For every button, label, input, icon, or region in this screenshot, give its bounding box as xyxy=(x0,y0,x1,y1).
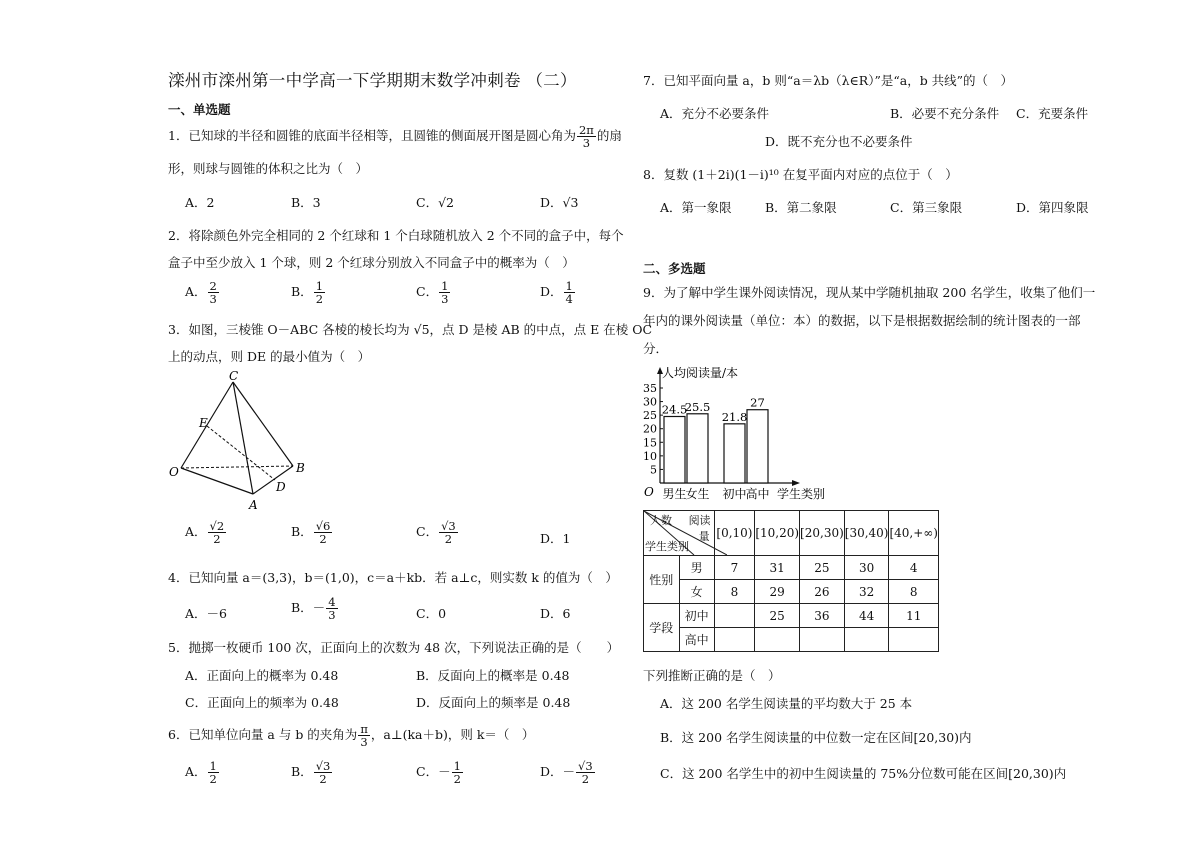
y-tick-label: 5 xyxy=(650,463,657,477)
question-6: 6．已知单位向量 a 与 b 的夹角为 $\frac{\pi}{3}$ ，a⊥(ka＋b)，则 k＝（ ） xyxy=(168,722,535,750)
q1-text-b: 的扇 xyxy=(596,128,622,144)
table-cell xyxy=(889,628,939,652)
q6-option-a[interactable]: A． $\frac{1}{2}$ xyxy=(185,759,217,787)
table-cell: 36 xyxy=(800,604,845,628)
question-2-line1: 2．将除颜色外完全相同的 2 个红球和 1 个白球随机放入 2 个不同的盒子中，每个 xyxy=(168,228,624,243)
section-single-choice: 一、单选题 xyxy=(168,102,231,117)
table-header: [20,30) xyxy=(800,511,845,556)
q5-option-b[interactable]: B．反面向上的概率是 0.48 xyxy=(416,668,570,683)
q1-fraction: $\frac{2\pi}{3}$ xyxy=(578,123,594,151)
question-5: 5．抛掷一枚硬币 100 次，正面向上的次数为 48 次，下列说法正确的是（ ） xyxy=(168,640,620,655)
q4-option-c[interactable]: C．0 xyxy=(416,606,447,621)
reading-data-table xyxy=(643,510,939,652)
label-a: A xyxy=(249,498,258,512)
q4-option-a[interactable]: A．－6 xyxy=(185,606,227,621)
bar-value-label: 27 xyxy=(750,395,765,410)
q8-option-a[interactable]: A．第一象限 xyxy=(660,200,732,215)
question-7: 7．已知平面向量 a，b 则“a＝λb（λ∈R）”是“a，b 共线”的（ ） xyxy=(643,73,1014,88)
q1-option-d[interactable]: D．√3 xyxy=(540,195,579,210)
corner-people: 人数 xyxy=(650,514,672,527)
table-cell: 4 xyxy=(889,556,939,580)
table-header: [0,10) xyxy=(714,511,755,556)
question-3-line1: 3．如图，三棱锥 O－ABC 各棱的棱长均为 √5，点 D 是棱 AB 的中点，点 E 在棱 OC xyxy=(168,322,653,337)
row-label: 女 xyxy=(679,580,714,604)
q3-option-d[interactable]: D．1 xyxy=(540,531,571,546)
table-cell xyxy=(714,628,755,652)
q6-option-d[interactable]: D．－ $\frac{√3}{2}$ xyxy=(540,759,593,787)
table-corner-cell xyxy=(644,511,715,556)
q1-option-c[interactable]: C．√2 xyxy=(416,195,454,210)
page-title: 滦州市滦州第一中学高一下学期期末数学冲刺卷 （二） xyxy=(168,71,577,90)
table-cell: 44 xyxy=(844,604,889,628)
q1-option-a[interactable]: A．2 xyxy=(185,195,215,210)
table-cell: 32 xyxy=(844,580,889,604)
table-cell: 30 xyxy=(844,556,889,580)
q9-option-a[interactable]: A．这 200 名学生阅读量的平均数大于 25 本 xyxy=(660,696,913,711)
q5-option-d[interactable]: D．反面向上的频率是 0.48 xyxy=(416,695,571,710)
x-axis-arrow xyxy=(792,480,800,486)
corner-reading: 阅读 xyxy=(688,514,711,527)
category-label: 初中 xyxy=(722,487,747,501)
table-cell: 7 xyxy=(714,556,755,580)
group-gender: 性别 xyxy=(644,556,680,604)
y-tick-label: 10 xyxy=(643,449,657,463)
table-cell: 8 xyxy=(889,580,939,604)
q6-fraction: $\frac{\pi}{3}$ xyxy=(360,722,368,750)
y-tick-label: 15 xyxy=(643,436,657,450)
q3-option-a[interactable]: A． $\frac{√2}{2}$ xyxy=(185,519,225,547)
corner-amount: 量 xyxy=(698,530,710,543)
category-label: 女生 xyxy=(685,487,710,501)
row-label: 男 xyxy=(679,556,714,580)
tetrahedron-figure xyxy=(165,370,315,515)
table-row xyxy=(644,556,939,580)
question-9-line3: 分． xyxy=(643,341,669,356)
q2-option-c[interactable]: C． $\frac{1}{3}$ xyxy=(416,279,449,307)
bar-value-label: 21.8 xyxy=(721,409,748,424)
q8-option-c[interactable]: C．第三象限 xyxy=(890,200,963,215)
q4-option-d[interactable]: D．6 xyxy=(540,606,571,621)
label-b: B xyxy=(296,461,305,475)
q9-option-c[interactable]: C．这 200 名学生中的初中生阅读量的 75%分位数可能在区间[20,30)内 xyxy=(660,766,1067,781)
table-cell: 31 xyxy=(755,556,800,580)
q3-option-c[interactable]: C． $\frac{√3}{2}$ xyxy=(416,519,456,547)
q6-option-b[interactable]: B． $\frac{√3}{2}$ xyxy=(291,759,331,787)
bar-value-label: 25.5 xyxy=(684,399,711,414)
table-row xyxy=(644,604,939,628)
bar xyxy=(724,424,745,483)
q2-option-d[interactable]: D． $\frac{1}{4}$ xyxy=(540,279,573,307)
question-9-line1: 9．为了解中学生课外阅读情况，现从某中学随机抽取 200 名学生，收集了他们一 xyxy=(643,285,1096,300)
question-3-line2: 上的动点，则 DE 的最小值为（ ） xyxy=(168,349,371,364)
table-row xyxy=(644,628,939,652)
origin-label: O xyxy=(644,485,654,499)
group-stage: 学段 xyxy=(644,604,680,652)
table-cell xyxy=(800,628,845,652)
y-tick-label: 25 xyxy=(643,409,657,423)
bar xyxy=(664,417,685,484)
y-axis-label: 人均阅读量/本 xyxy=(662,366,739,380)
q9-option-b[interactable]: B．这 200 名学生阅读量的中位数一定在区间[20,30)内 xyxy=(660,730,972,745)
q2-option-a[interactable]: A． $\frac{2}{3}$ xyxy=(185,279,217,307)
label-e: E xyxy=(199,416,208,430)
q7-option-a[interactable]: A．充分不必要条件 xyxy=(660,106,770,121)
q5-option-a[interactable]: A．正面向上的概率为 0.48 xyxy=(185,668,339,683)
bar xyxy=(687,414,708,483)
bar xyxy=(747,410,768,483)
question-1-line2: 形，则球与圆锥的体积之比为（ ） xyxy=(168,161,369,176)
q5-option-c[interactable]: C．正面向上的频率为 0.48 xyxy=(185,695,339,710)
table-header: [10,20) xyxy=(755,511,800,556)
y-tick-label: 35 xyxy=(643,382,657,395)
table-cell xyxy=(844,628,889,652)
table-row xyxy=(644,580,939,604)
table-cell xyxy=(755,628,800,652)
bar-value-label: 24.5 xyxy=(661,402,688,417)
table-header: [30,40) xyxy=(844,511,889,556)
q1-text-a: 1．已知球的半径和圆锥的底面半径相等，且圆锥的侧面展开图是圆心角为 xyxy=(168,128,576,144)
table-cell: 25 xyxy=(755,604,800,628)
q8-option-d[interactable]: D．第四象限 xyxy=(1016,200,1089,215)
table-cell xyxy=(714,604,755,628)
question-2-line2: 盒子中至少放入 1 个球，则 2 个红球分别放入不同盒子中的概率为（ ） xyxy=(168,255,575,270)
q1-option-b[interactable]: B．3 xyxy=(291,195,321,210)
table-cell: 11 xyxy=(889,604,939,628)
table-cell: 8 xyxy=(714,580,755,604)
row-label: 高中 xyxy=(679,628,714,652)
label-d: D xyxy=(276,480,286,494)
table-header: [40,+∞) xyxy=(889,511,939,556)
q7-option-d[interactable]: D．既不充分也不必要条件 xyxy=(765,134,913,149)
table-cell: 26 xyxy=(800,580,845,604)
question-8: 8．复数 (1＋2i)(1－i)¹⁰ 在复平面内对应的点位于（ ） xyxy=(643,167,958,182)
q7-option-c[interactable]: C．充要条件 xyxy=(1016,106,1089,121)
y-tick-label: 30 xyxy=(643,395,657,409)
question-4: 4．已知向量 a＝(3,3)，b＝(1,0)，c＝a＋kb．若 a⊥c，则实数 k 的值为（ ） xyxy=(168,570,618,585)
label-o: O xyxy=(169,465,179,479)
question-9-line2: 年内的课外阅读量（单位：本）的数据，以下是根据数据绘制的统计图表的一部 xyxy=(643,313,1081,328)
section-multi-choice: 二、多选题 xyxy=(643,261,706,276)
question-1-line1 xyxy=(168,124,622,149)
category-label: 男生 xyxy=(662,487,687,501)
table-cell: 25 xyxy=(800,556,845,580)
label-c: C xyxy=(229,370,239,383)
row-label: 初中 xyxy=(679,604,714,628)
reading-bar-chart xyxy=(636,362,846,508)
q2-option-b[interactable]: B． $\frac{1}{2}$ xyxy=(291,279,324,307)
q9-prompt: 下列推断正确的是（ ） xyxy=(643,668,781,683)
y-tick-label: 20 xyxy=(643,422,657,436)
table-cell: 29 xyxy=(755,580,800,604)
category-label: 高中 xyxy=(745,487,770,501)
q6-option-c[interactable]: C．－ $\frac{1}{2}$ xyxy=(416,759,461,787)
corner-student-type: 学生类别 xyxy=(645,540,689,553)
q7-option-b[interactable]: B．必要不充分条件 xyxy=(890,106,1000,121)
q8-option-b[interactable]: B．第二象限 xyxy=(765,200,837,215)
q4-option-b[interactable]: B．－ $\frac{4}{3}$ xyxy=(291,595,336,623)
x-axis-label: 学生类别 xyxy=(777,487,826,501)
q3-option-b[interactable]: B． $\frac{√6}{2}$ xyxy=(291,519,331,547)
